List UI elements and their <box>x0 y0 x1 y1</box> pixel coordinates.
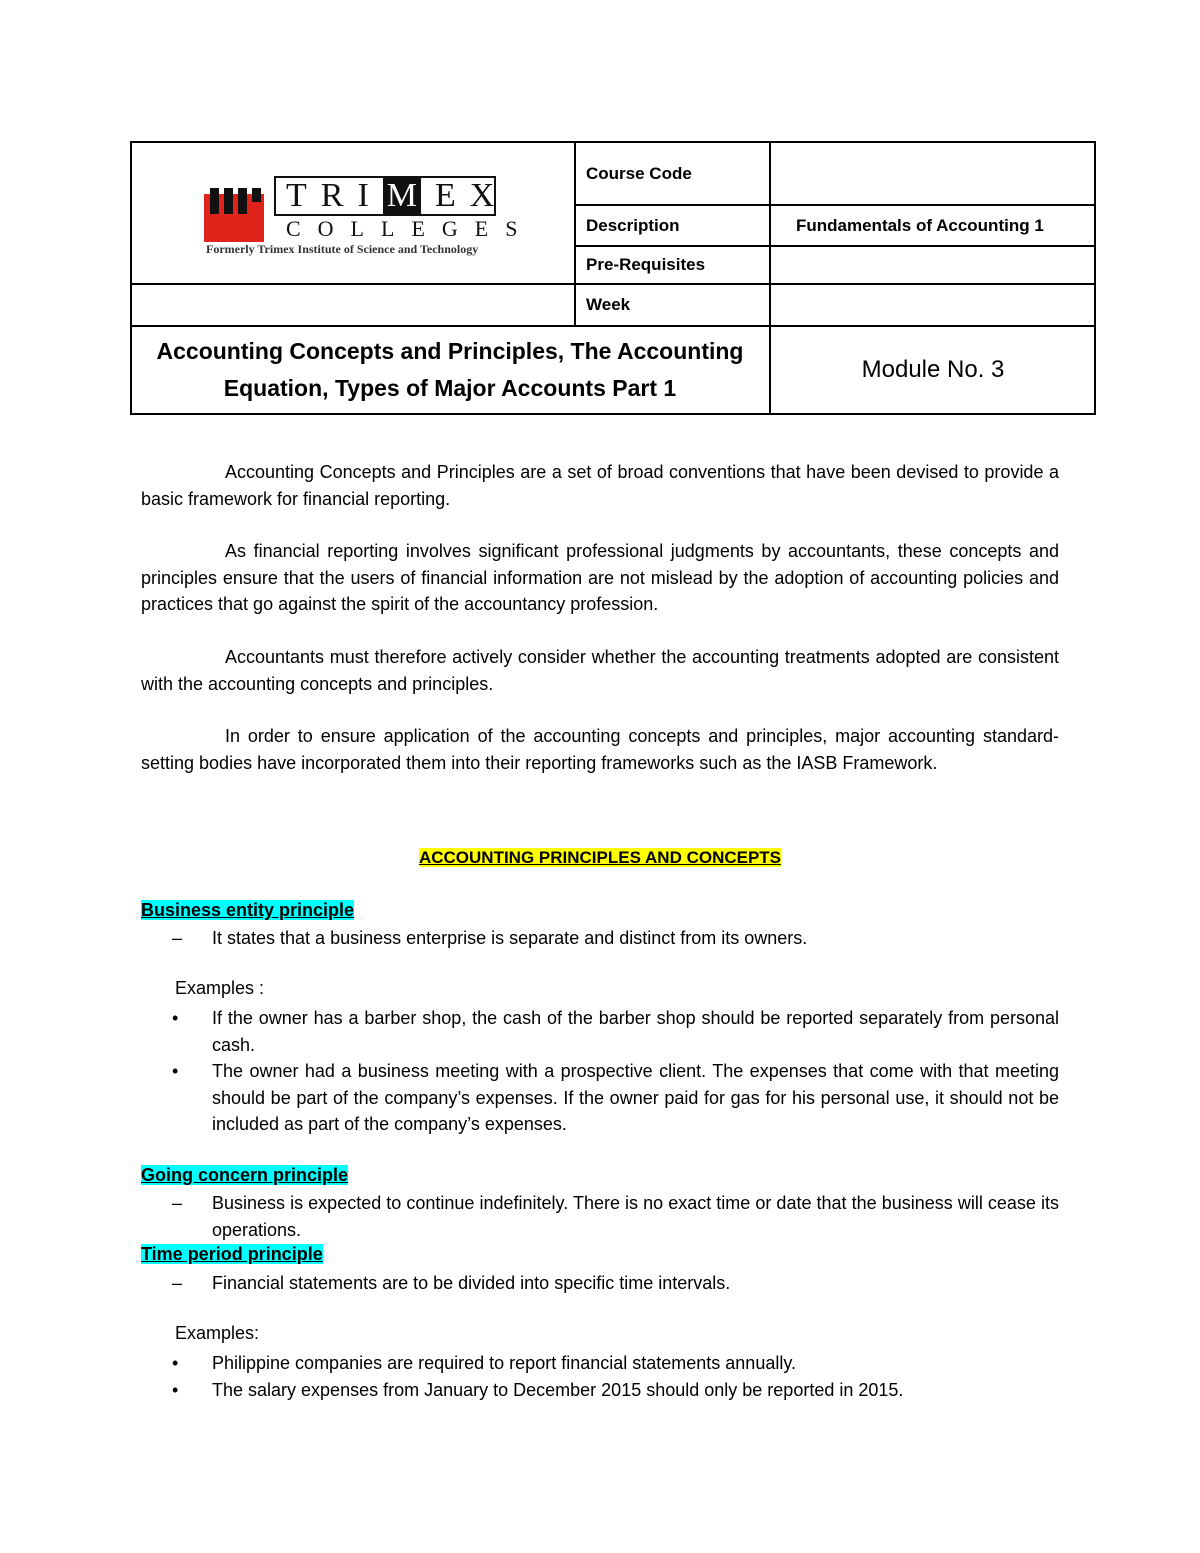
intro-paragraph-4 <box>141 723 1059 776</box>
dash-marker: – <box>172 1193 183 1213</box>
paragraph-text: As financial reporting involves significant professional judgments by accountants, these concepts and principles ensure that the users of financial information are not mislead by the adoption of accounting policies and practices that go against the spirit of the accountancy profession. <box>141 541 1059 614</box>
logo-wordmark: TRI M EX <box>274 176 496 216</box>
business-entity-definition: – It states that a business enterprise is separate and distinct from its owners. <box>172 925 1059 952</box>
course-header-table <box>130 141 1096 415</box>
logo-colleges: COLLEGES <box>286 216 535 241</box>
logo-tagline: Formerly Trimex Institute of Science and Technology <box>206 242 479 256</box>
module-number: Module No. 3 <box>861 356 1005 383</box>
time-period-examples-label: Examples: <box>175 1323 260 1343</box>
bullet-marker: • <box>172 1061 179 1081</box>
module-title-line-2: Equation, Types of Major Accounts Part 1 <box>223 375 677 401</box>
business-entity-example-2: • The owner had a business meeting with a prospective client. The expenses that come with that meeting should be part of the company’s expenses. If the owner paid for gas for his personal use, it should not be included as part of the company’s expenses. <box>172 1058 1059 1138</box>
time-period-example-2: • The salary expenses from January to December 2015 should only be reported in 2015. <box>172 1377 1059 1404</box>
bullet-marker: • <box>172 1380 179 1400</box>
business-entity-examples-label: Examples : <box>175 978 265 998</box>
paragraph-text: Accounting Concepts and Principles are a set of broad conventions that have been devised to provide a basic framework for financial reporting. <box>141 462 1059 509</box>
business-entity-example-1: • If the owner has a barber shop, the cash of the barber shop should be reported separately from personal cash. <box>172 1005 1059 1058</box>
bullet-marker: • <box>172 1008 179 1028</box>
time-period-example-1: • Philippine companies are required to report financial statements annually. <box>172 1350 1059 1377</box>
going-concern-definition: – Business is expected to continue indefinitely. There is no exact time or date that the business will cease its operations. <box>172 1190 1059 1243</box>
intro-paragraph-1 <box>141 459 1059 512</box>
description-value: Fundamentals of Accounting 1 <box>796 215 1044 235</box>
trimex-logo <box>204 174 535 256</box>
week-label: Week <box>586 295 631 314</box>
paragraph-text: Accountants must therefore actively consider whether the accounting treatments adopted are consistent with the accounting concepts and principles. <box>141 647 1059 694</box>
going-concern-heading: Going concern principle <box>141 1165 349 1185</box>
bullet-marker: • <box>172 1353 179 1373</box>
time-period-heading: Time period principle <box>141 1244 323 1264</box>
description-label: Description <box>586 215 680 235</box>
prerequisites-label: Pre-Requisites <box>586 255 706 274</box>
module-title <box>130 325 770 415</box>
dash-marker: – <box>172 1273 183 1293</box>
intro-paragraph-3 <box>141 644 1059 697</box>
intro-paragraph-2 <box>141 538 1059 618</box>
business-entity-heading: Business entity principle <box>141 900 355 920</box>
dash-marker: – <box>172 928 183 948</box>
module-title-line-1: Accounting Concepts and Principles, The Accounting <box>156 338 744 364</box>
paragraph-text: In order to ensure application of the accounting concepts and principles, major accounting standard-setting bodies have incorporated them into their reporting frameworks such as the IASB Framework. <box>141 726 1059 773</box>
course-code-label: Course Code <box>586 163 692 183</box>
time-period-definition: – Financial statements are to be divided into specific time intervals. <box>172 1270 1059 1297</box>
section-heading: ACCOUNTING PRINCIPLES AND CONCEPTS <box>418 848 782 867</box>
